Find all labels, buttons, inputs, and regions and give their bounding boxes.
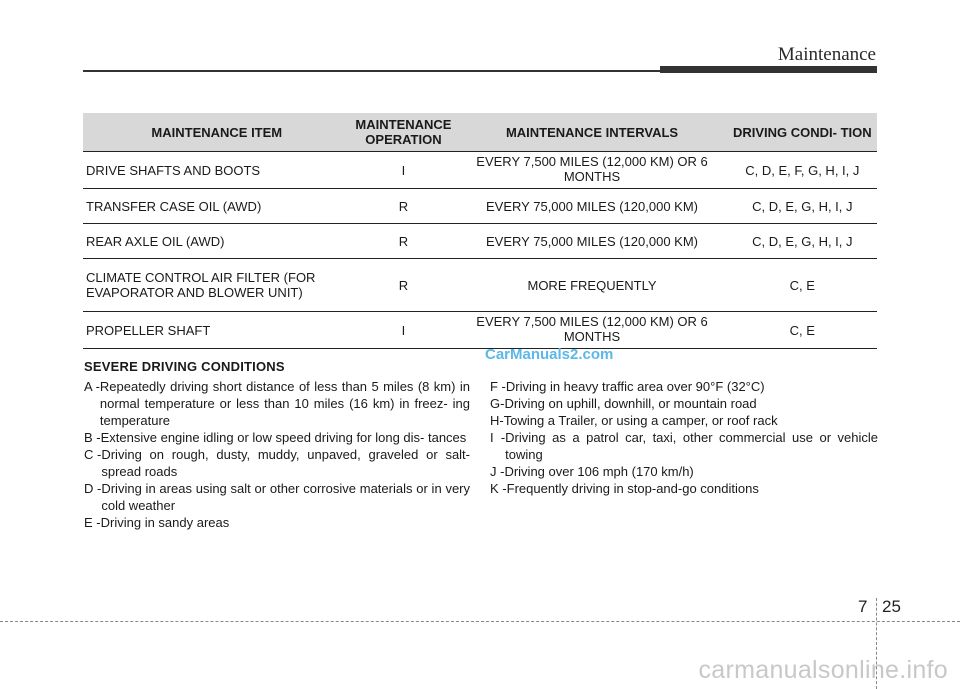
cell-operation: R [351,224,457,259]
header-maintenance-item: MAINTENANCE ITEM [83,113,351,152]
condition-text: Frequently driving in stop-and-go conditions [506,481,759,496]
condition-letter: G- [490,396,505,411]
cell-item: DRIVE SHAFTS AND BOOTS [83,152,351,189]
table-row [83,189,877,224]
conditions-list-right [490,378,878,497]
condition-letter: I - [490,430,506,445]
cell-interval: EVERY 75,000 MILES (120,000 KM) [456,224,727,259]
list-item [490,412,878,429]
table-row [83,224,877,259]
list-item [490,395,878,412]
table-header-row [83,113,877,152]
condition-letter: B - [84,430,101,445]
list-item [84,429,470,446]
table-row [83,259,877,312]
cell-operation: I [351,312,457,349]
cell-item: PROPELLER SHAFT [83,312,351,349]
condition-letter: C - [84,447,102,462]
footer-rule [0,621,960,622]
condition-letter: F - [490,379,506,394]
condition-letter: J - [490,464,505,479]
list-item [84,446,470,480]
page-chapter-number: 7 [858,597,868,616]
list-item [84,378,470,429]
condition-text: Driving on uphill, downhill, or mountain road [504,396,757,411]
list-item [84,514,470,531]
header-maintenance-intervals: MAINTENANCE INTERVALS [456,113,727,152]
condition-letter: K - [490,481,507,496]
maintenance-table [83,113,877,349]
cell-conditions: C, D, E, G, H, I, J [728,189,877,224]
header-driving-condition: DRIVING CONDI- TION [728,113,877,152]
page-section-title: Maintenance [777,44,876,65]
header-rule [83,70,660,72]
list-item [490,429,878,463]
condition-text: Driving in sandy areas [100,515,230,530]
cell-item: REAR AXLE OIL (AWD) [83,224,351,259]
condition-letter: A - [84,379,100,394]
cell-item: TRANSFER CASE OIL (AWD) [83,189,351,224]
page-number: 25 [882,597,901,616]
condition-text: Driving on rough, dusty, muddy, unpaved, graveled or salt- spread roads [101,447,470,479]
cell-interval: EVERY 7,500 MILES (12,000 KM) OR 6 MONTHS [456,152,727,189]
condition-text: Repeatedly driving short distance of less than 5 miles (8 km) in normal temperature or less than 10 miles (16 km) in freez- ing temperature [99,379,470,428]
cell-interval: EVERY 75,000 MILES (120,000 KM) [456,189,727,224]
cell-interval: MORE FREQUENTLY [456,259,727,312]
cell-operation: R [351,189,457,224]
cell-operation: I [351,152,457,189]
condition-text: Extensive engine idling or low speed driving for long dis- tances [100,430,467,445]
condition-text: Driving as a patrol car, taxi, other commercial use or vehicle towing [505,430,878,462]
cell-operation: R [351,259,457,312]
table-row [83,152,877,189]
cell-conditions: C, D, E, G, H, I, J [728,224,877,259]
cell-conditions: C, E [728,312,877,349]
condition-letter: D - [84,481,102,496]
watermark-carmanuals: CarManuals2.com [485,346,614,363]
condition-text: Driving in areas using salt or other corrosive materials or in very cold weather [101,481,470,513]
list-item [490,480,878,497]
header-maintenance-operation: MAINTENANCE OPERATION [351,113,457,152]
cell-item: CLIMATE CONTROL AIR FILTER (FOR EVAPORATOR AND BLOWER UNIT) [83,259,351,312]
list-item [490,463,878,480]
condition-text: Towing a Trailer, or using a camper, or roof rack [503,413,778,428]
condition-text: Driving in heavy traffic area over 90°F (32°C) [505,379,765,394]
list-item [490,378,878,395]
cell-interval: EVERY 7,500 MILES (12,000 KM) OR 6 MONTHS [456,312,727,349]
cell-conditions: C, E [728,259,877,312]
header-rule-thick [660,66,877,73]
list-item [84,480,470,514]
condition-text: Driving over 106 mph (170 km/h) [504,464,694,479]
condition-letter: H- [490,413,504,428]
cell-conditions: C, D, E, F, G, H, I, J [728,152,877,189]
conditions-list-left [84,378,470,531]
watermark-carmanualsonline: carmanualsonline.info [698,656,948,684]
condition-letter: E - [84,515,101,530]
table-row [83,312,877,349]
severe-conditions-heading: SEVERE DRIVING CONDITIONS [84,359,285,374]
